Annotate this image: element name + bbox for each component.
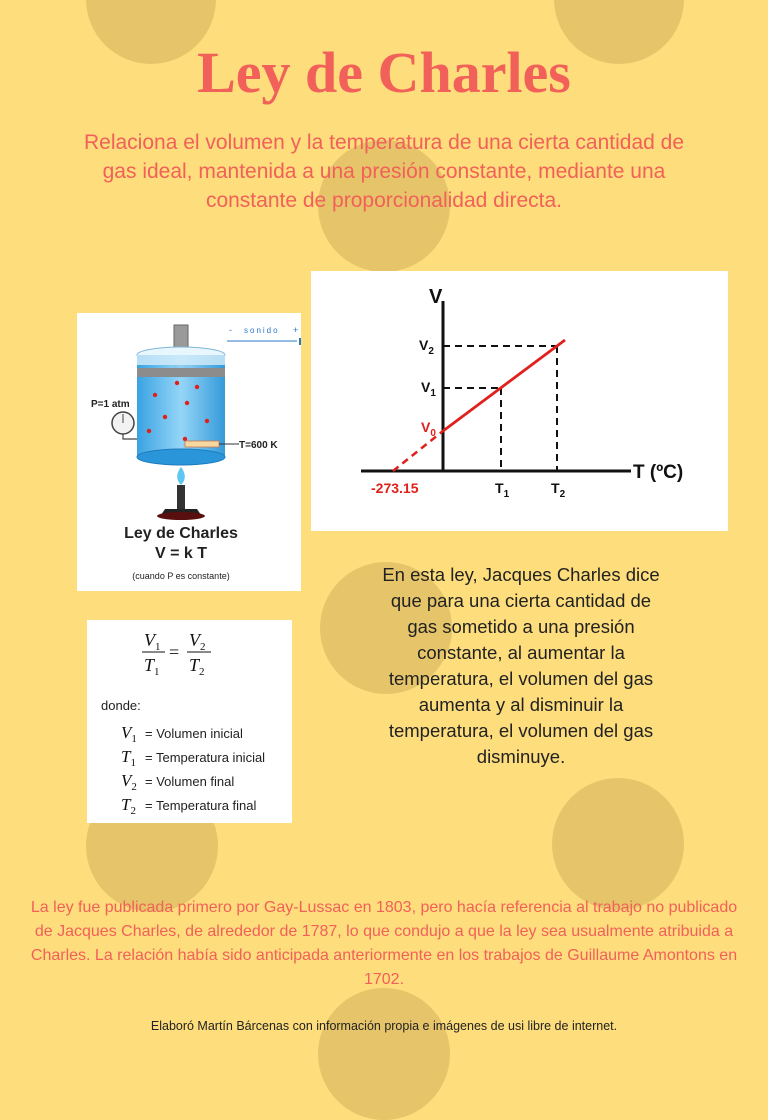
history-text: La ley fue publicada primero por Gay-Lussac en 1803, pero hacía referencia al trabajo no publicado de Jacques Charles, de alrededor de 1787, lo que condujo a que la ley sea usualmente atribuida a Charles. La relación había sido anticipada anteriormente en los trabajos de Guillaume Amontons en 1702. <box>30 899 738 988</box>
caption-note: (cuando P es constante) <box>132 571 230 581</box>
sound-minus: - <box>229 325 232 335</box>
formula-where: donde: <box>101 698 141 713</box>
v1-label: $V_1$ <box>421 379 436 399</box>
apparatus-panel <box>77 313 301 591</box>
volume-line <box>443 340 565 431</box>
formula-den-left: $T_1$ <box>144 655 160 678</box>
decor-circle <box>552 778 684 910</box>
def-text: = Volumen inicial <box>145 726 243 741</box>
intro-text: Relaciona el volumen y la temperatura de una cierta cantidad de gas ideal, mantenida a una presión constante, mediante una constante de proporcionalidad directa. <box>83 131 685 212</box>
graph-panel <box>311 271 728 531</box>
y-axis-label: V <box>429 286 443 308</box>
t2-label: $T_2$ <box>551 480 566 500</box>
formula-panel <box>87 620 292 823</box>
formula-illustration <box>87 620 292 823</box>
formula-num-right: $V_2$ <box>189 630 206 653</box>
v0-label: $V_0$ <box>421 419 436 439</box>
def-text: = Volumen final <box>145 774 235 789</box>
def-symbol: $T_2$ <box>121 795 136 817</box>
absolute-zero-label: -273.15 <box>371 480 419 496</box>
def-symbol: $V_2$ <box>121 771 137 793</box>
decor-circle <box>318 988 450 1120</box>
def-text: = Temperatura inicial <box>145 750 266 765</box>
def-symbol: $T_1$ <box>121 747 136 769</box>
def-text: = Temperatura final <box>145 798 257 813</box>
volume-temperature-graph <box>311 271 728 531</box>
apparatus-illustration <box>77 313 301 591</box>
pressure-label: P=1 atm <box>91 399 130 410</box>
credit-text: Elaboró Martín Bárcenas con información propia e imágenes de usi libre de internet. <box>150 1019 618 1033</box>
caption-title: Ley de Charles <box>124 525 238 542</box>
flame-icon <box>177 467 185 485</box>
sound-label: sonido <box>244 326 280 335</box>
burner-icon <box>157 512 205 520</box>
sound-slider-handle[interactable] <box>299 338 301 345</box>
t1-label: $T_1$ <box>495 480 510 500</box>
description-text: En esta ley, Jacques Charles dice que para una cierta cantidad de gas sometido a una presión constante, al aumentar la temperatura, el volumen del gas aumenta y al disminuir la temperatura, el volumen del gas disminuye. <box>382 564 660 767</box>
page-title: Ley de Charles <box>197 40 571 105</box>
caption-formula: V = k T <box>154 545 208 562</box>
def-symbol: $V_1$ <box>121 723 137 745</box>
formula-num-left: $V_1$ <box>144 630 161 653</box>
temperature-label: T=600 K <box>239 440 278 451</box>
v2-label: $V_2$ <box>419 337 434 357</box>
formula-equals: = <box>169 642 180 662</box>
sound-plus: + <box>293 325 299 335</box>
formula-den-right: $T_2$ <box>189 655 205 678</box>
x-axis-label: T (ºC) <box>633 462 684 483</box>
